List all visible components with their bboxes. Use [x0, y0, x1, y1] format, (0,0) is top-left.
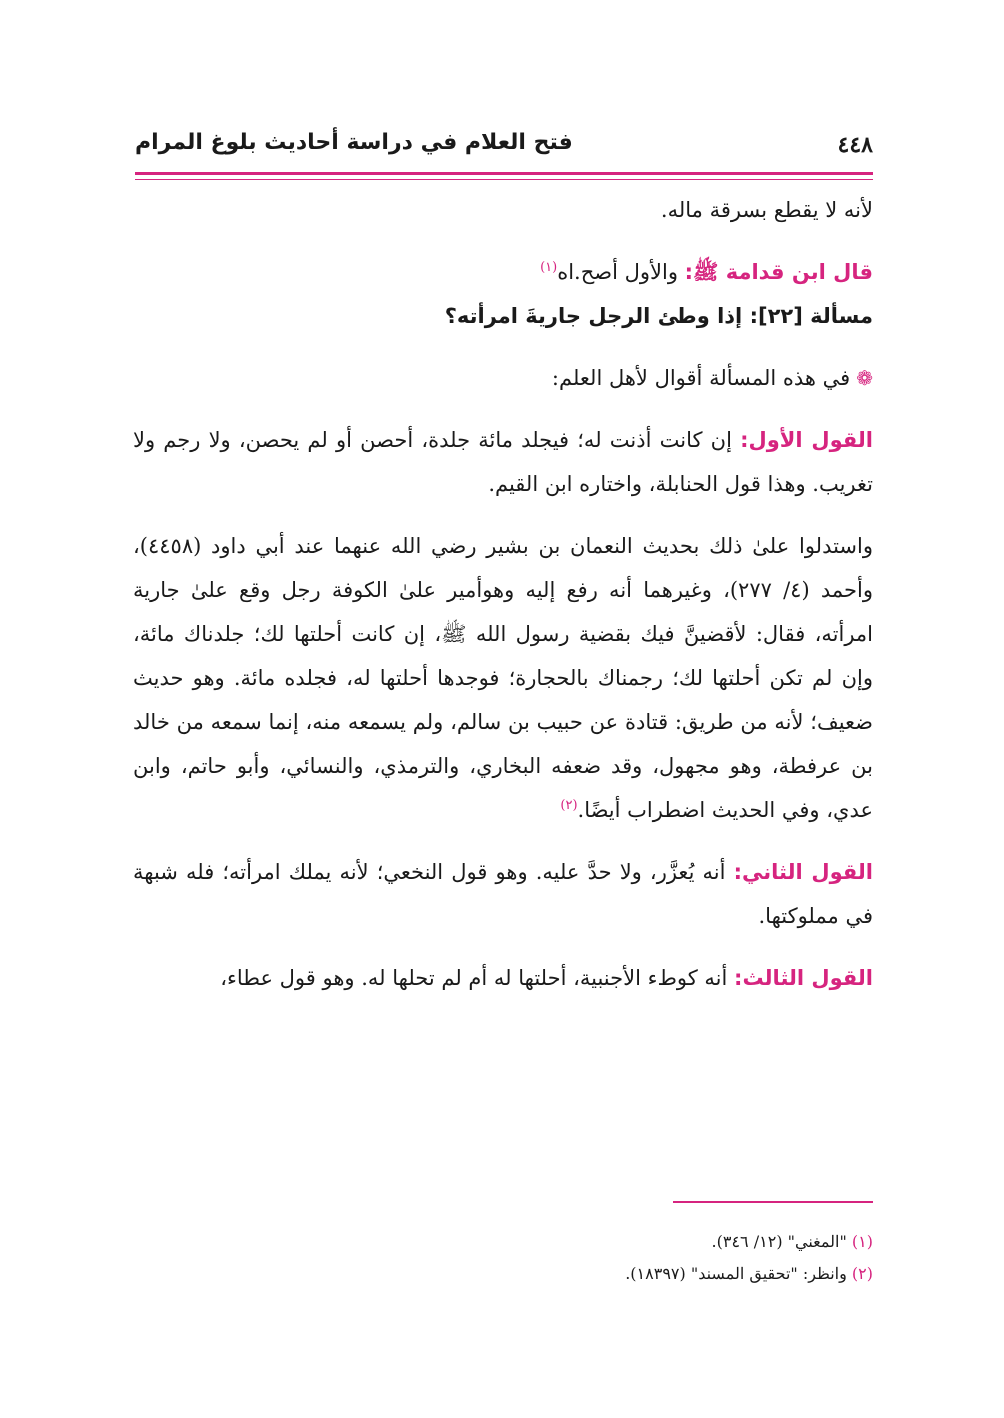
- page-number: ٤٤٨: [837, 132, 873, 158]
- footnote-number: (٢): [851, 1264, 873, 1283]
- question-heading: [133, 294, 873, 338]
- intro-text: في هذه المسألة أقوال لأهل العلم:: [551, 366, 851, 390]
- header-rule: [135, 172, 873, 175]
- ibn-qudama-label: قال ابن قدامة ﷺ:: [684, 260, 873, 284]
- second-opinion-text: أنه يُعزَّر، ولا حدَّ عليه. وهو قول النخعي؛ لأنه يملك امرأته؛ فله شبهة في مملوكتها.: [133, 860, 873, 928]
- header-rule-thin: [135, 179, 873, 180]
- footnote-text: وانظر: "تحقيق المسند" (١٨٣٩٧).: [625, 1264, 852, 1283]
- third-opinion-text: أنه كوطء الأجنبية، أحلتها له أم لم تحلها له. وهو قول عطاء،: [220, 966, 735, 990]
- footnote-ref-1[interactable]: (١): [540, 260, 558, 275]
- evidence-text: واستدلوا علىٰ ذلك بحديث النعمان بن بشير رضي الله عنهما عند أبي داود (٤٤٥٨)، وأحمد (٤/ ٢٧٧)، وغيرهما أنه رفع إليه وهوأمير علىٰ الكوفة رجل وقع علىٰ جارية امرأته، فقال: لأقضينَّ فيك بقضية رسول الله ﷺ، إن كانت أحلتها لك؛ جلدناك مائة، وإن لم تكن أحلتها لك؛ رجمناك بالحجارة؛ فوجدها أحلتها له، فجلده مائة. وهو حديث ضعيف؛ لأنه من طريق: قتادة عن حبيب بن سالم، ولم يسمعه منه، إنما سمعه من خالد بن عرفطة، وهو مجهول، وقد ضعفه البخاري، والترمذي، والنسائي، وأبو حاتم، وابن عدي، وفي الحديث اضطراب أيضًا.: [133, 534, 873, 822]
- footnote-number: (١): [851, 1232, 873, 1251]
- footnote-item: [133, 1226, 873, 1258]
- footnote-separator: [673, 1201, 873, 1203]
- question-text: إذا وطئ الرجل جاريةَ امرأته؟: [444, 304, 750, 328]
- ibn-qudama-quote: [133, 250, 873, 294]
- evidence-paragraph: [133, 524, 873, 832]
- running-title: فتح العلام في دراسة أحاديث بلوغ المرام: [135, 130, 573, 155]
- footnotes: [133, 1226, 873, 1290]
- first-opinion: [133, 418, 873, 506]
- intro-line: [133, 356, 873, 400]
- first-opinion-label: القول الأول:: [740, 428, 874, 452]
- footnote-ref-2[interactable]: (٢): [560, 798, 578, 813]
- second-opinion-label: القول الثاني:: [733, 860, 874, 884]
- main-text: [133, 188, 873, 1000]
- ibn-qudama-text: والأول أصح.اه: [557, 260, 685, 284]
- continuation-line: لأنه لا يقطع بسرقة ماله.: [660, 198, 873, 222]
- page-header: [135, 128, 873, 170]
- third-opinion: [133, 956, 873, 1000]
- first-opinion-text: إن كانت أذنت له؛ فيجلد مائة جلدة، أحصن أو لم يحصن، ولا رجم ولا تغريب. وهذا قول الحنابلة، واختاره ابن القيم.: [133, 428, 873, 496]
- third-opinion-label: القول الثالث:: [734, 966, 873, 990]
- footnote-item: [133, 1258, 873, 1290]
- footnote-text: "المغني" (١٢/ ٣٤٦).: [711, 1232, 852, 1251]
- second-opinion: [133, 850, 873, 938]
- question-label: مسألة [٢٢]:: [749, 304, 873, 328]
- flower-icon: ❁: [856, 366, 873, 390]
